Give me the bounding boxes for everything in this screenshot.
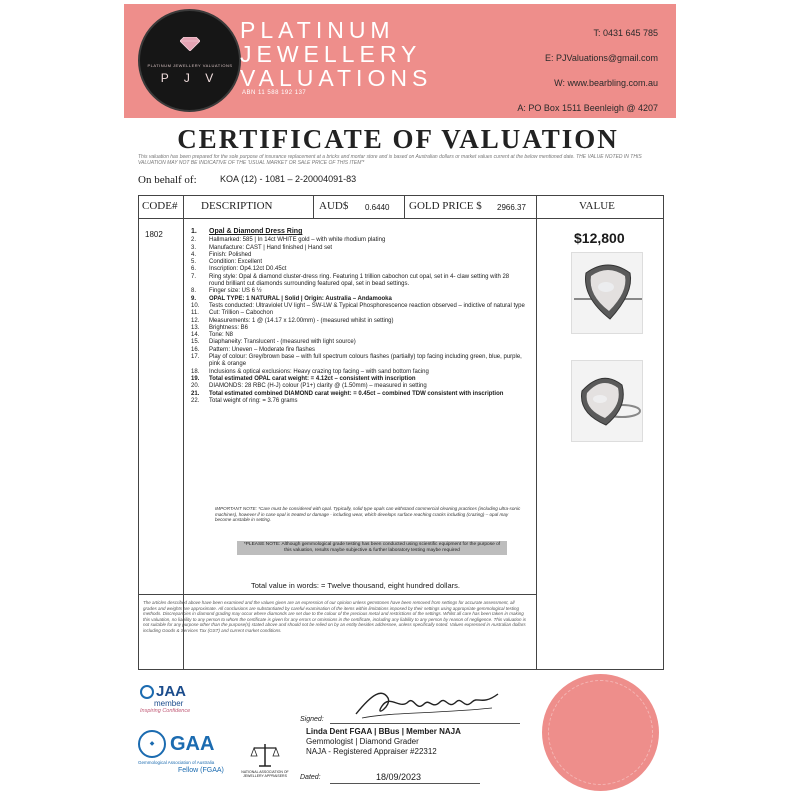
item-text: Tone: N8 bbox=[209, 332, 234, 339]
on-behalf-of bbox=[138, 174, 357, 186]
list-item bbox=[191, 266, 526, 273]
item-text: Ring style: Opal & diamond cluster-dress ring. Featuring 1 trillion cabochon cut opal, set in 4- claw setting with 28 round brilliant cut diamonds surrounding featured opal, set in bead settings. bbox=[209, 273, 510, 288]
list-item bbox=[191, 347, 526, 354]
ring-top-view-icon bbox=[572, 253, 644, 335]
item-text: Pattern: Uneven – Moderate fire flashes bbox=[209, 346, 316, 353]
signer-name: Linda Dent FGAA | BBus | Member NAJA bbox=[306, 727, 461, 736]
jaa-tagline: Inspiring Confidence bbox=[140, 708, 191, 714]
item-text: Condition: Excellent bbox=[209, 259, 263, 266]
item-text: Inscription: Op4.12ct D0.45ct bbox=[209, 266, 287, 273]
terms-footnote: The articles described above have been examined and the values given are an expression of our opinion unless gemstones have been removed from settings for accurate assessment, all grades and weights are approximate. All conclusions are substantiated by careful examination of the items within limitations imposed by their settings using appropriate gemmological testing methods. Discrepancies in diamond grading may occur where diamonds are set due to the colour of the precious metal and restrictions of the settings. Whilst all care has been taken in making this valuation, no liability to any person to whom the certificate is given for any errors or omissions in the certificate, including any liability to any person by reason of negligence. This valuation is not suitable for any purpose other than the purpose(s) stated above and should not be relied on by an entity besides addressee, unless specifically noted. Values expressed in Australian dollars including Goods & Services Tax (GST) and current market conditions. bbox=[143, 600, 526, 633]
item-number: 9. bbox=[191, 295, 197, 302]
header-divider bbox=[139, 218, 663, 219]
list-item bbox=[191, 376, 526, 383]
naja-text: NATIONAL ASSOCIATION OF JEWELLERY APPRAISERS bbox=[241, 770, 289, 778]
gaa-badge-icon: ◆ bbox=[138, 730, 166, 758]
item-text: Inclusions & optical exclusions: Heavy crazing top facing – with sand bottom facing bbox=[209, 368, 429, 375]
item-text: Total estimated combined DIAMOND carat weight: = 0.45ct – combined TDW consistent with inscription bbox=[209, 390, 504, 397]
item-number: 1. bbox=[191, 228, 197, 235]
contact-web: W: www.bearbling.com.au bbox=[554, 78, 658, 88]
scales-icon bbox=[250, 742, 280, 768]
gem-icon bbox=[180, 37, 200, 51]
contact-email: E: PJValuations@gmail.com bbox=[544, 53, 658, 63]
item-text: Total weight of ring: = 3.76 grams bbox=[209, 397, 298, 404]
signer-title: Gemmologist | Diamond Grader bbox=[306, 737, 419, 746]
contact-address: A: PO Box 1511 Beenleigh @ 4207 bbox=[517, 103, 658, 113]
please-note: *PLEASE NOTE: Although gemmological grade testing has been conducted using scientific equipment for the purpose of this valuation, results maybe subjective & further laboratory testing maybe required bbox=[237, 541, 507, 555]
item-number: 21. bbox=[191, 390, 200, 397]
item-text: Diaphaneity: Translucent - (measured with light source) bbox=[209, 339, 356, 346]
ring-photo-top bbox=[571, 252, 643, 334]
list-item bbox=[191, 318, 526, 325]
jaa-member-logo bbox=[140, 683, 190, 714]
gaa-fellow: Fellow (FGAA) bbox=[178, 767, 224, 774]
item-number: 12. bbox=[191, 317, 200, 324]
list-item bbox=[191, 288, 526, 295]
naja-logo bbox=[240, 742, 290, 778]
jaa-name: JAA bbox=[156, 683, 187, 700]
ring-photo-angle bbox=[571, 360, 643, 442]
brand-line-2: JEWELLERY bbox=[240, 41, 422, 67]
important-note: IMPORTANT NOTE: *Care must be considered with opal. Typically, solid type opals can withstand commercial cleaning practices (including ultra-sonic machines), however if in case opal is treated or damage - including wear, which develops surface reaching cracks including (crazing) – opal may become unstable in setting. bbox=[215, 506, 521, 523]
company-logo bbox=[138, 9, 241, 112]
jaa-member-label: member bbox=[154, 699, 184, 708]
item-number: 11. bbox=[191, 310, 199, 317]
item-number: 2. bbox=[191, 237, 197, 244]
header-code: CODE# bbox=[142, 200, 178, 212]
gaa-full-name: Gemmological Association of Australia bbox=[138, 760, 215, 765]
signer-block bbox=[306, 727, 461, 757]
column-divider bbox=[536, 196, 537, 669]
signature-icon bbox=[352, 684, 502, 724]
item-text: Tests conducted: Ultraviolet UV light – SW-LW & Typical Phosphorescence reaction observed – indictive of natural type bbox=[209, 302, 525, 309]
item-number: 13. bbox=[191, 324, 200, 331]
header-gold-label: GOLD PRICE $ bbox=[409, 200, 482, 212]
item-text: Measurements: 1 @ (14.17 x 12.00mm) - (measured whilst in setting) bbox=[209, 317, 394, 324]
certificate-title: CERTIFICATE OF VALUATION bbox=[177, 124, 619, 154]
valuation-table bbox=[138, 195, 664, 670]
item-number: 20. bbox=[191, 383, 200, 390]
behalf-value: KOA (12) - 1081 – 2-20004091-83 bbox=[220, 174, 357, 184]
list-item bbox=[191, 383, 526, 390]
list-item bbox=[191, 237, 526, 244]
gaa-logo bbox=[138, 730, 224, 774]
signer-registration: NAJA - Registered Appraiser #22312 bbox=[306, 747, 437, 756]
header-gold-value: 2966.37 bbox=[497, 203, 526, 212]
item-number: 18. bbox=[191, 368, 200, 375]
total-words-value: = Twelve thousand, eight hundred dollars. bbox=[321, 581, 460, 590]
column-divider bbox=[404, 196, 405, 218]
list-item bbox=[191, 398, 526, 405]
brand-line-1: PLATINUM bbox=[240, 17, 395, 43]
item-number: 15. bbox=[191, 339, 200, 346]
brand-name bbox=[240, 18, 432, 90]
item-number: 22. bbox=[191, 397, 200, 404]
item-number: 5. bbox=[191, 259, 197, 266]
list-item bbox=[191, 325, 526, 332]
item-number: 16. bbox=[191, 346, 200, 353]
item-text: Total estimated OPAL carat weight: = 4.12ct – consistent with inscription bbox=[209, 375, 416, 382]
list-item bbox=[191, 339, 526, 346]
list-item bbox=[191, 259, 526, 266]
item-number: 10. bbox=[191, 302, 200, 309]
item-text: Play of colour: Grey/brown base – with full spectrum colours flashes (partially) top facing including green, blue, purple, pink & orange bbox=[209, 354, 522, 368]
footnote-divider bbox=[139, 594, 536, 595]
item-text: Finger size: US 6 ½ bbox=[209, 288, 262, 295]
item-text: Manufacture: CAST | Hand finished | Hand set bbox=[209, 244, 333, 251]
valuation-price: $12,800 bbox=[574, 230, 625, 246]
list-item bbox=[191, 245, 526, 252]
item-text: DIAMONDS: 28 RBC (H-J) colour (P1+) clarity @ (1.50mm) – measured in setting bbox=[209, 383, 427, 390]
signed-label: Signed: bbox=[300, 716, 324, 723]
dated-label: Dated: bbox=[300, 774, 321, 781]
item-number: 6. bbox=[191, 266, 197, 273]
item-text: Brightness: B6 bbox=[209, 324, 249, 331]
header-aud-label: AUD$ bbox=[319, 200, 349, 212]
list-item bbox=[191, 252, 526, 259]
date-line bbox=[330, 783, 480, 784]
item-number: 19. bbox=[191, 375, 200, 382]
list-item bbox=[191, 354, 526, 369]
jaa-circle-icon bbox=[140, 685, 154, 699]
signature-line bbox=[330, 723, 520, 724]
item-text: Opal & Diamond Dress Ring bbox=[209, 228, 303, 235]
header-value: VALUE bbox=[579, 200, 615, 212]
gaa-name: GAA bbox=[170, 732, 215, 755]
list-item bbox=[191, 369, 526, 376]
letterhead-banner bbox=[124, 4, 676, 118]
header-description: DESCRIPTION bbox=[201, 200, 273, 212]
header-aud-value: 0.6440 bbox=[365, 203, 390, 212]
column-divider bbox=[183, 196, 184, 669]
item-text: Hallmarked: 585 | In 14ct WHITE gold – with white rhodium plating bbox=[209, 237, 386, 244]
list-item bbox=[191, 296, 526, 303]
contact-block bbox=[517, 26, 658, 126]
item-number: 7. bbox=[191, 273, 197, 280]
logo-ring-text: PLATINUM JEWELLERY VALUATIONS bbox=[147, 63, 233, 68]
item-number: 17. bbox=[191, 354, 200, 361]
item-text: Finish: Polished bbox=[209, 251, 252, 258]
item-number: 8. bbox=[191, 288, 197, 295]
abn-number: ABN 11 588 192 137 bbox=[242, 90, 307, 96]
list-item bbox=[191, 274, 526, 289]
ring-side-view-icon bbox=[572, 361, 644, 443]
logo-initials: P J V bbox=[160, 71, 220, 85]
valuation-date: 18/09/2023 bbox=[376, 772, 422, 782]
item-number: 3. bbox=[191, 244, 197, 251]
list-item bbox=[191, 228, 526, 235]
brand-line-3: VALUATIONS bbox=[240, 65, 433, 91]
item-code: 1802 bbox=[145, 230, 163, 239]
contact-phone: T: 0431 645 785 bbox=[593, 28, 658, 38]
list-item bbox=[191, 310, 526, 317]
list-item bbox=[191, 332, 526, 339]
item-text: OPAL TYPE: 1 NATURAL | Solid | Origin: Australia – Andamooka bbox=[209, 295, 392, 302]
list-item bbox=[191, 303, 526, 310]
column-divider bbox=[313, 196, 314, 218]
company-seal bbox=[542, 674, 659, 791]
item-number: 14. bbox=[191, 332, 200, 339]
total-value-words bbox=[251, 581, 460, 590]
description-list bbox=[191, 228, 526, 405]
valuation-disclaimer: This valuation has been prepared for the sole purpose of insurance replacement at a bricks and mortar store and is based on Australian dollars or market values current at the below mentioned date. THE VALUE NOTED IN THIS VALUATION MAY NOT BE INDICATIVE OF THE 'USUAL MARKET OR SALE PRICE OF THIS ITEM'* bbox=[138, 154, 642, 166]
total-words-label: Total value in words: bbox=[251, 581, 319, 590]
list-item bbox=[191, 391, 526, 398]
behalf-label: On behalf of: bbox=[138, 174, 197, 186]
item-number: 4. bbox=[191, 251, 197, 258]
item-text: Cut: Trillion – Cabochon bbox=[209, 310, 274, 317]
